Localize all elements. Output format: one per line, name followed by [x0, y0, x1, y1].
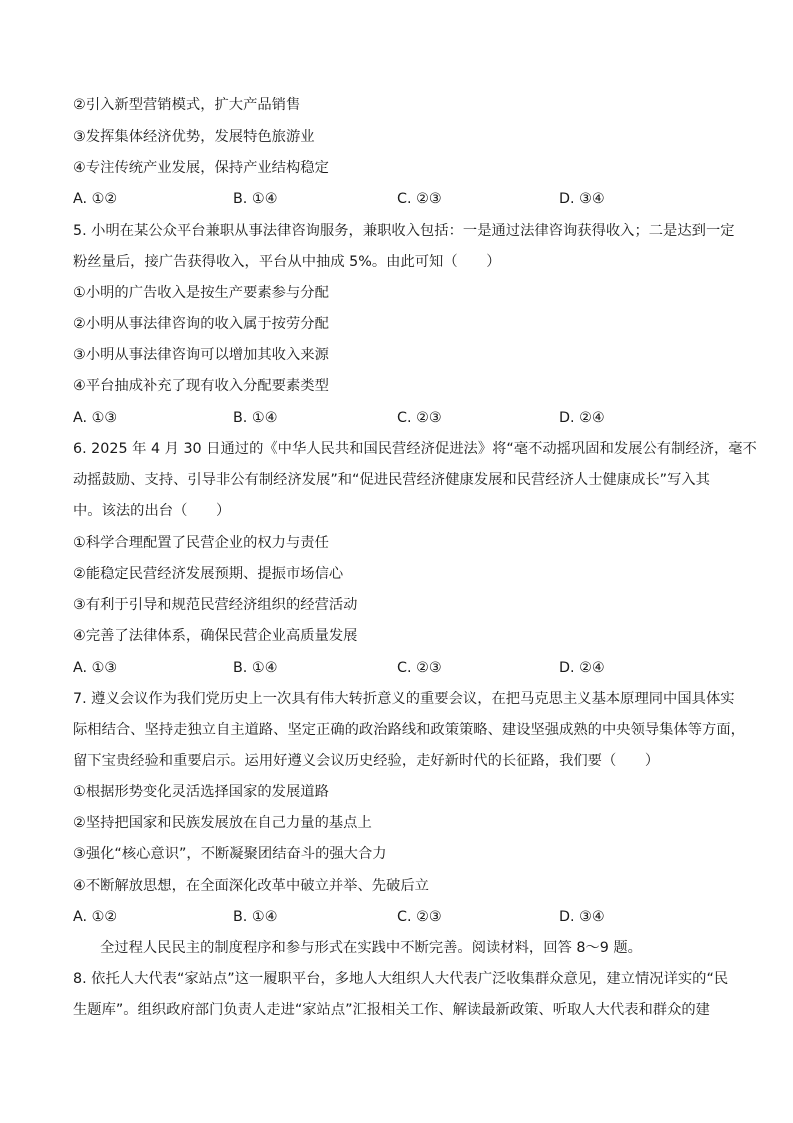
q6-item-3: ③有利于引导和规范民营经济组织的经营活动: [73, 597, 358, 613]
q4-item-4: ④专注传统产业发展，保持产业结构稳定: [73, 160, 329, 176]
q5-item-4: ④平台抽成补充了现有收入分配要素类型: [73, 378, 329, 394]
q5-item-2: ②小明从事法律咨询的收入属于按劳分配: [73, 316, 329, 332]
q6-stem-line-2: 动摇鼓励、支持、引导非公有制经济发展”和“促进民营经济健康发展和民营经济人士健康成长”写入其: [73, 472, 710, 488]
q4-item-3: ③发挥集体经济优势，发展特色旅游业: [73, 129, 315, 145]
q7-item-2: ②坚持把国家和民族发展放在自己力量的基点上: [73, 815, 372, 831]
q7-item-4: ④不断解放思想，在全面深化改革中破立并举、先破后立: [73, 878, 429, 894]
q5-option-a: A. ①③: [73, 410, 118, 426]
q6-stem-line-3: 中。该法的出台（ ）: [73, 503, 231, 519]
q7-option-d: D. ③④: [559, 909, 605, 925]
q5-option-b: B. ①④: [233, 410, 278, 426]
q4-item-2: ②引入新型营销模式，扩大产品销售: [73, 97, 301, 113]
q6-option-a: A. ①③: [73, 660, 118, 676]
q5-options: [73, 408, 733, 428]
q7-stem-line-3: 留下宝贵经验和重要启示。运用好遵义会议历史经验，走好新时代的长征路，我们要（ ）: [73, 753, 660, 769]
q8-stem-line-1: 8. 依托人大代表“家站点”这一履职平台，多地人大组织人大代表广泛收集群众意见，建立情况详实的“民: [73, 971, 729, 987]
q4-options: [73, 189, 733, 209]
q6-item-2: ②能稳定民营经济发展预期、提振市场信心: [73, 566, 344, 582]
q6-option-b: B. ①④: [233, 660, 278, 676]
q5-item-1: ①小明的广告收入是按生产要素参与分配: [73, 285, 329, 301]
q7-stem-line-1: 7. 遵义会议作为我们党历史上一次具有伟大转折意义的重要会议，在把马克思主义基本原理同中国具体实: [73, 691, 735, 707]
q7-option-c: C. ②③: [397, 909, 442, 925]
q6-item-4: ④完善了法律体系，确保民营企业高质量发展: [73, 628, 358, 644]
q7-item-1: ①根据形势变化灵活选择国家的发展道路: [73, 784, 329, 800]
q4-option-d: D. ③④: [559, 191, 605, 207]
q6-option-c: C. ②③: [397, 660, 442, 676]
q4-option-c: C. ②③: [397, 191, 442, 207]
q6-stem-line-1: 6. 2025 年 4 月 30 日通过的《中华人民共和国民营经济促进法》将“毫不动摇巩固和发展公有制经济，毫不: [73, 441, 757, 457]
material-intro: 全过程人民民主的制度程序和参与形式在实践中不断完善。阅读材料，回答 8～9 题。: [100, 940, 642, 956]
q7-options: [73, 907, 733, 927]
q4-option-a: A. ①②: [73, 191, 118, 207]
q7-option-b: B. ①④: [233, 909, 278, 925]
q5-option-d: D. ②④: [559, 410, 605, 426]
q5-item-3: ③小明从事法律咨询可以增加其收入来源: [73, 347, 329, 363]
q5-option-c: C. ②③: [397, 410, 442, 426]
q7-option-a: A. ①②: [73, 909, 118, 925]
q5-stem-line-1: 5. 小明在某公众平台兼职从事法律咨询服务，兼职收入包括：一是通过法律咨询获得收入；二是达到一定: [73, 223, 735, 239]
q6-options: [73, 658, 733, 678]
q4-option-b: B. ①④: [233, 191, 278, 207]
q5-stem-line-2: 粉丝量后，接广告获得收入，平台从中抽成 5%。由此可知（ ）: [73, 254, 501, 270]
q7-stem-line-2: 际相结合、坚持走独立自主道路、坚定正确的政治路线和政策策略、建设坚强成熟的中央领导集体等方面，: [73, 722, 745, 738]
q8-stem-line-2: 生题库”。组织政府部门负责人走进“家站点”汇报相关工作、解读最新政策、听取人大代表和群众的建: [73, 1002, 710, 1018]
q6-option-d: D. ②④: [559, 660, 605, 676]
q6-item-1: ①科学合理配置了民营企业的权力与责任: [73, 535, 329, 551]
q7-item-3: ③强化“核心意识”，不断凝聚团结奋斗的强大合力: [73, 846, 387, 862]
